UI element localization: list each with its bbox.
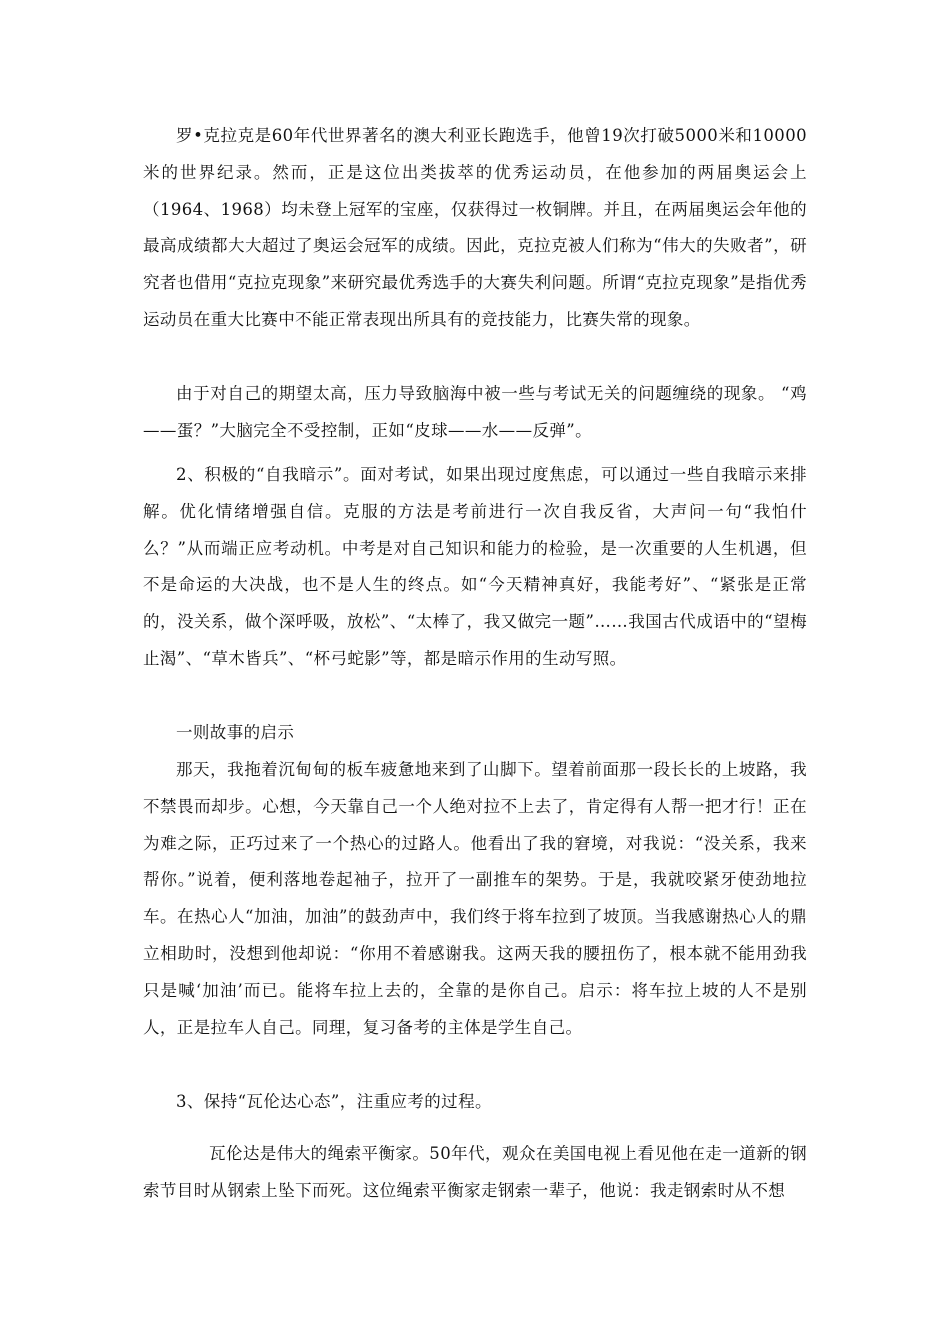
paragraph-wallenda: 瓦伦达是伟大的绳索平衡家。50年代，观众在美国电视上看见他在走一道新的钢索节目时从钢索上坠下而死。这位绳索平衡家走钢索一辈子，他说：我走钢索时从不想 xyxy=(143,1144,807,1200)
paragraph-expectation-pressure: 由于对自己的期望太高，压力导致脑海中被一些与考试无关的问题缠绕的现象。 “鸡——蛋？”大脑完全不受控制，正如“皮球——水——反弹”。 xyxy=(143,384,807,440)
section-heading-story: 一则故事的启示 xyxy=(176,723,295,742)
paragraph-self-suggestion: 2、积极的“自我暗示”。面对考试，如果出现过度焦虑，可以通过一些自我暗示来排解。优化情绪增强自信。克服的方法是考前进行一次自我反省，大声问一句“我怕什么？”从而端正应考动机。中考是对自己知识和能力的检验，是一次重要的人生机遇，但不是命运的大决战，也不是人生的终点。如“今天精神真好，我能考好”、“紧张是正常的，没关系，做个深呼吸，放松”、“太棒了，我又做完一题”……我国古代成语中的“望梅止渴”、“草木皆兵”、“杯弓蛇影”等，都是暗示作用的生动写照。 xyxy=(143,465,807,668)
paragraph-clarke-phenomenon: 罗•克拉克是60年代世界著名的澳大利亚长跑选手，他曾19次打破5000米和10000米的世界纪录。然而，正是这位出类拔萃的优秀运动员，在他参加的两届奥运会上（1964、1968）均未登上冠军的宝座，仅获得过一枚铜牌。并且，在两届奥运会年他的最高成绩都大大超过了奥运会冠军的成绩。因此，克拉克被人们称为“伟大的失败者”，研究者也借用“克拉克现象”来研究最优秀选手的大赛失利问题。所谓“克拉克现象”是指优秀运动员在重大比赛中不能正常表现出所具有的竞技能力，比赛失常的现象。 xyxy=(143,126,807,329)
paragraph-wallenda-heading: 3、保持“瓦伦达心态”，注重应考的过程。 xyxy=(176,1092,492,1111)
paragraph-story: 那天，我拖着沉甸甸的板车疲惫地来到了山脚下。望着前面那一段长长的上坡路，我不禁畏而却步。心想，今天靠自己一个人绝对拉不上去了，肯定得有人帮一把才行！正在为难之际，正巧过来了一个热心的过路人。他看出了我的窘境，对我说：“没关系，我来帮你。”说着，便利落地卷起袖子，拉开了一副推车的架势。于是，我就咬紧牙使劲地拉车。在热心人“加油，加油”的鼓劲声中，我们终于将车拉到了坡顶。当我感谢热心人的鼎立相助时，没想到他却说：“你用不着感谢我。这两天我的腰扭伤了，根本就不能用劲我只是喊‘加油’而已。能将车拉上去的，全靠的是你自己。启示：将车拉上坡的人不是别人，正是拉车人自己。同理，复习备考的主体是学生自己。 xyxy=(143,760,807,1037)
